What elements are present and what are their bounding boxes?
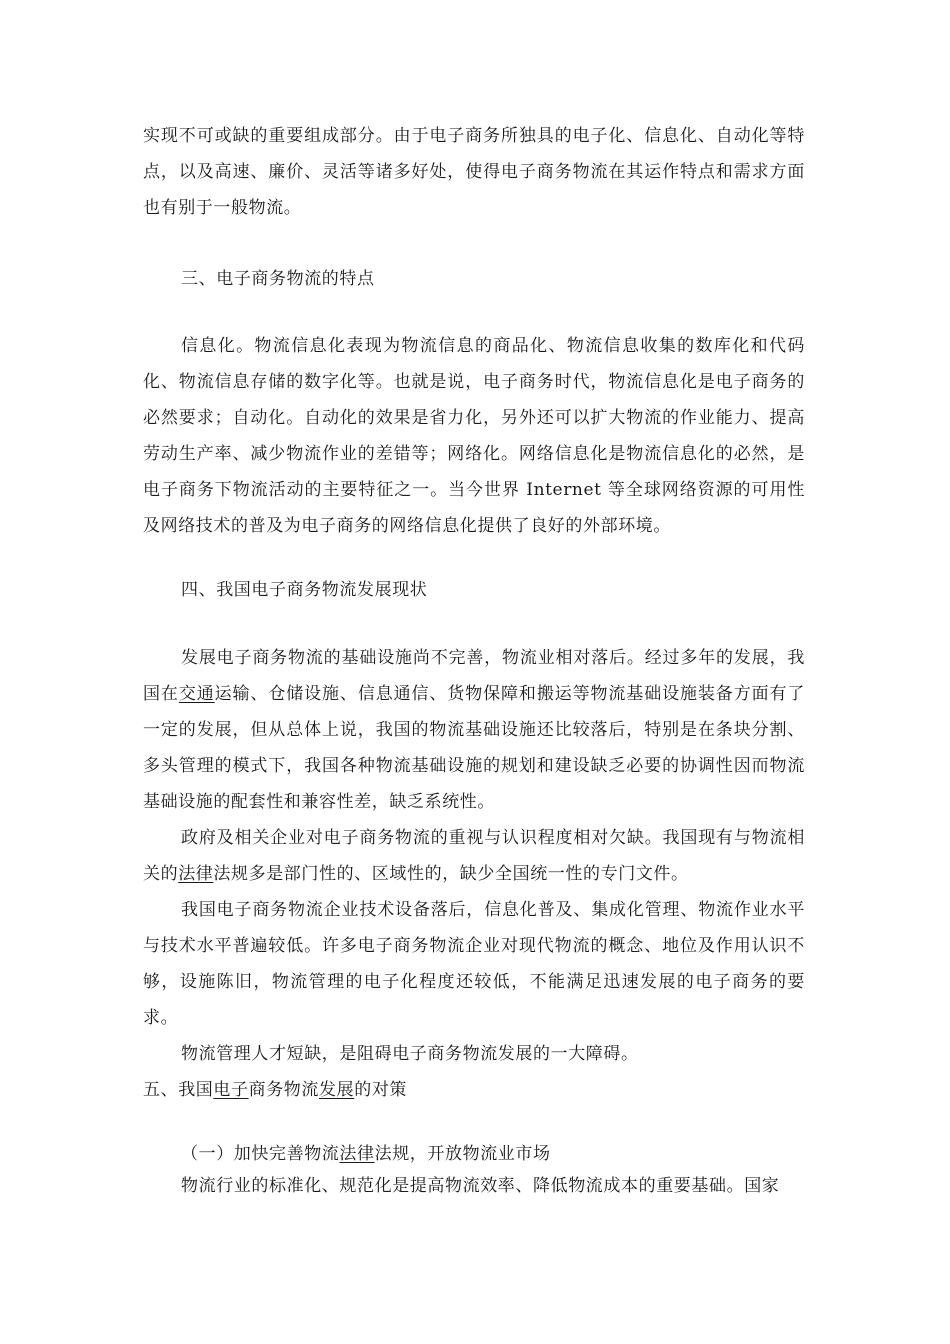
text-run: 法规，开放物流业市场 — [374, 1144, 551, 1164]
text-run: 发展电子商务物流的基础设施尚不完善，物流业相对落后。经过多年的发展，我国在 — [143, 648, 805, 704]
paragraph-technology: 我国电子商务物流企业技术设备落后，信息化普及、集成化管理、物流作业水平与技术水平普遍较低。许多电子商务物流企业对现代物流的概念、地位及作用认识不够，设施陈旧，物流管理的电子化程度还较低，不能满足迅速发展的电子商务的要求。 — [143, 900, 805, 1028]
section-heading-5 — [143, 1072, 805, 1108]
link-law[interactable]: 法律 — [178, 864, 214, 884]
text-run: 政府及相关企业对电子商务物流的重视与认识程度相对欠缺。我国现有与物流相关的 — [143, 828, 805, 884]
text-run: 运输、仓储设施、信息通信、货物保障和搬运等物流基础设施装备方面有了一定的发展，但从总体上说，我国的物流基础设施还比较落后，特别是在条块分割、多头管理的模式下，我国各种物流基础设施的规划和建设缺乏必要的协调性因而物流基础设施的配套性和兼容性差，缺乏系统性。 — [143, 684, 806, 812]
intro-paragraph: 实现不可或缺的重要组成部分。由于电子商务所独具的电子化、信息化、自动化等特点，以及高速、廉价、灵活等诸多好处，使得电子商务物流在其运作特点和需求方面也有别于一般物流。 — [143, 126, 805, 218]
link-law-2[interactable]: 法律 — [339, 1144, 375, 1164]
paragraph-logistics-features: 信息化。物流信息化表现为物流信息的商品化、物流信息收集的数库化和代码化、物流信息存储的数字化等。也就是说，电子商务时代，物流信息化是电子商务的必然要求；自动化。自动化的效果是省力化，另外还可以扩大物流的作业能力、提高劳动生产率、减少物流作业的差错等；网络化。网络信息化是物流信息化的必然，是电子商务下物流活动的主要特征之一。当今世界 Internet 等全球网络资源的可用性及网络技术的普及为电子商务的网络信息化提供了良好的外部环境。 — [143, 336, 805, 536]
link-electronic[interactable]: 电子 — [213, 1080, 249, 1100]
text-run: 五、我国 — [143, 1080, 214, 1100]
text-run: （一）加快完善物流 — [181, 1144, 340, 1164]
link-transport[interactable]: 交通 — [178, 684, 215, 704]
paragraph-government — [143, 820, 805, 892]
paragraph-talent: 物流管理人才短缺，是阻碍电子商务物流发展的一大障碍。 — [181, 1044, 639, 1064]
section-heading-3: 三、电子商务物流的特点 — [181, 269, 375, 289]
paragraph-standardization: 物流行业的标准化、规范化是提高物流效率、降低物流成本的重要基础。国家 — [181, 1176, 780, 1196]
text-run: 法规多是部门性的、区域性的，缺少全国统一性的专门文件。 — [213, 864, 689, 884]
subheading-1 — [143, 1136, 805, 1172]
link-development[interactable]: 发展 — [319, 1080, 355, 1100]
section-heading-4: 四、我国电子商务物流发展现状 — [181, 580, 428, 600]
text-run: 商务物流 — [248, 1080, 320, 1100]
paragraph-infrastructure — [143, 640, 805, 820]
text-run: 的对策 — [354, 1080, 408, 1100]
